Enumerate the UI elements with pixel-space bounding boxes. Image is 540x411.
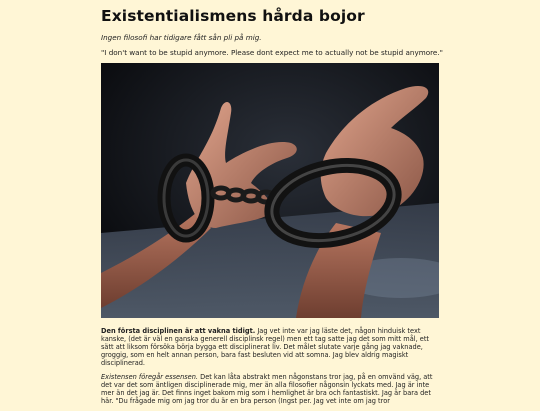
paragraph-lead: Den första disciplinen är att vakna tidigt.	[101, 327, 256, 335]
paragraph-text: Jag vet inte var jag läste det, någon hinduisk text kanske, (det är väl en ganska generell disciplinsk regel) men ett tag satte jag det som mitt mål, ett sätt att liksom försöka börja bygga ett disciplinerat liv. Det målet slutate varje gång jag vaknade, groggig, som en helt annan person, bara fast besluten vid att somna. Jag blev aldrig magiskt disciplinerad.	[101, 327, 430, 367]
page-title: Existentialismens hårda bojor	[101, 7, 365, 25]
paragraph	[101, 373, 439, 405]
hero-image	[101, 63, 439, 318]
paragraph-text: Det kan låta abstrakt men någonstans tror jag, på en omvänd väg, att det var det som äntligen disciplinerade mig, mer än alla filosofier någonsin lyckats med. Jag är inte mer än det jag är. Det finns inget bakom mig som i hemlighet är bra och fantastiskt. Jag är bara det här. "Du frågade mig om jag tror du är en bra person (Ingst per. Jag vet inte om jag tror	[101, 373, 433, 405]
article-quote: "I don't want to be stupid anymore. Please dont expect me to actually not be stupid anymore."	[101, 48, 443, 57]
paragraph-lead: Existensen föregår essensen.	[101, 373, 199, 381]
article-body	[101, 327, 439, 411]
handcuffed-hands-photo-icon	[101, 63, 439, 318]
paragraph	[101, 327, 439, 367]
article-subtitle: Ingen filosofi har tidigare fått sån pli på mig.	[101, 33, 262, 42]
